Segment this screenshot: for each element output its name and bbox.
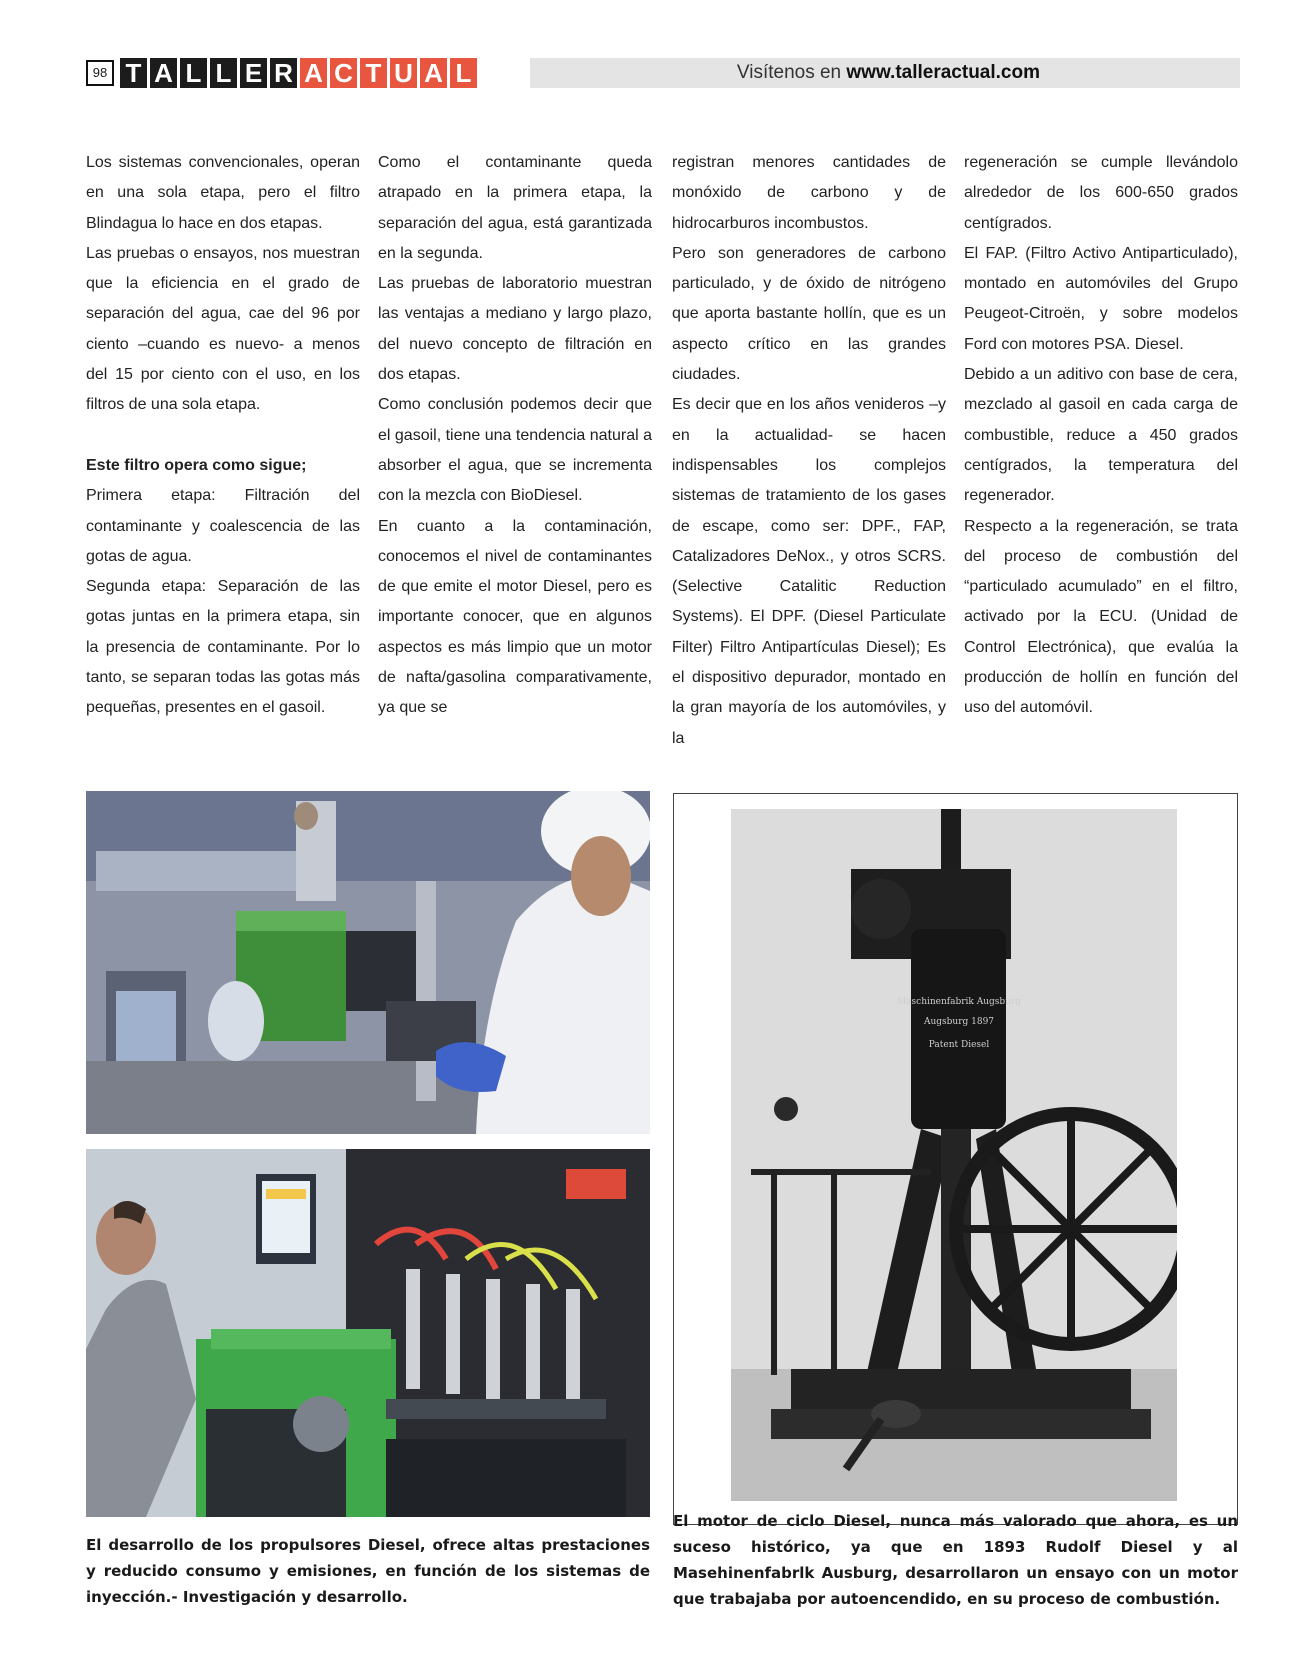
engine-plate-text: Patent Diesel [928, 1040, 990, 1050]
lab-technician-photo [86, 791, 650, 1134]
photo-caption-right: El motor de ciclo Diesel, nunca más valorado que ahora, es un suceso histórico, ya que en 1893 Rudolf Diesel y al Masehinenfabrlk Ausburg, desarrollaron un ensayo con un motor que trabajaba por autoencendido, en su proceso de combustión. [673, 1512, 1238, 1608]
engine-plate-text: Augsburg 1897 [923, 1017, 995, 1027]
logo-letter: L [210, 58, 237, 88]
paragraph: En cuanto a la contaminación, conocemos el nivel de contaminantes de que emite el motor Diesel, pero es importante conocer, que en algunos aspectos es más limpio que un motor de nafta/gasolina comparativamente, ya que se [378, 517, 652, 717]
magazine-logo [120, 58, 477, 88]
injection-test-bench-photo [86, 1149, 650, 1517]
paragraph: Primera etapa: Filtración del contaminante y coalescencia de las gotas de agua. [86, 487, 360, 565]
logo-letter: L [450, 58, 477, 88]
logo-letter: A [300, 58, 327, 88]
paragraph: Las pruebas de laboratorio muestran las ventajas a mediano y largo plazo, del nuevo concepto de filtración en dos etapas. [378, 275, 652, 384]
photo-caption-left: El desarrollo de los propulsores Diesel, ofrece altas prestaciones y reducido consumo y emisiones, en función de los sistemas de inyección.- Investigación y desarrollo. [86, 1536, 650, 1606]
paragraph: regeneración se cumple llevándolo alrededor de los 600-650 grados centígrados. [964, 154, 1238, 232]
logo-letter: R [270, 58, 297, 88]
page-header [86, 58, 1240, 88]
paragraph: Segunda etapa: Separación de las gotas juntas en la primera etapa, sin la presencia de contaminante. Por lo tanto, se separan todas las gotas más pequeñas, presentes en el gasoil. [86, 578, 360, 717]
text-column-4 [964, 148, 1238, 724]
paragraph: Los sistemas convencionales, operan en una sola etapa, pero el filtro Blindagua lo hace en dos etapas. [86, 154, 360, 232]
logo-letter: A [420, 58, 447, 88]
text-column-2 [378, 148, 652, 724]
text-column-3 [672, 148, 946, 754]
diesel-engine-1897-photo [731, 809, 1177, 1501]
paragraph: Como el contaminante queda atrapado en la primera etapa, la separación del agua, está garantizada en la segunda. [378, 154, 652, 262]
logo-letter: C [330, 58, 357, 88]
page-number: 98 [86, 60, 114, 86]
paragraph: Es decir que en los años venideros –y en la actualidad- se hacen indispensables los complejos sistemas de tratamiento de los gases de escape, como ser: DPF., FAP, Catalizadores DeNox., y otros SCRS. (Selective Catalitic Reduction Systems). El DPF. (Diesel Particulate Filter) Filtro Antipartículas Diesel); Es el dispositivo depurador, montado en la gran mayoría de los automóviles, y la [672, 396, 946, 747]
paragraph: Las pruebas o ensayos, nos muestran que la eficiencia en el grado de separación del agua, cae del 96 por ciento –cuando es nuevo- a menos del 15 por ciento con el uso, en los filtros de una sola etapa. [86, 244, 360, 414]
logo-letter: T [360, 58, 387, 88]
website-banner [530, 58, 1240, 88]
diesel-engine-illustration [731, 809, 1177, 1501]
visit-prefix: Visítenos en [736, 62, 847, 83]
section-heading: Este filtro opera como sigue; [86, 456, 307, 474]
engine-plate-text: Maschinenfabrik Augsburg [896, 997, 1022, 1007]
paragraph: Como conclusión podemos decir que el gasoil, tiene una tendencia natural a absorber el agua, que se incrementa con la mezcla con BioDiesel. [378, 396, 652, 505]
paragraph: El FAP. (Filtro Activo Antiparticulado), montado en automóviles del Grupo Peugeot-Citroën, y sobre modelos Ford con motores PSA. Diesel. [964, 244, 1238, 353]
website-link[interactable]: www.talleractual.com [846, 62, 1040, 83]
test-bench-illustration [86, 1149, 650, 1517]
logo-letter: U [390, 58, 417, 88]
text-column-1 [86, 148, 360, 724]
engine-photo-frame [673, 793, 1238, 1525]
lab-scene-illustration [86, 791, 650, 1134]
paragraph: registran menores cantidades de monóxido de carbono y de hidrocarburos incombustos. [672, 154, 946, 232]
logo-letter: T [120, 58, 147, 88]
logo-letter: A [150, 58, 177, 88]
paragraph: Debido a un aditivo con base de cera, mezclado al gasoil en cada carga de combustible, reduce a 450 grados centígrados, la temperatura del regenerador. [964, 366, 1238, 505]
paragraph: Pero son generadores de carbono particulado, y de óxido de nitrógeno que aporta bastante hollín, que es un aspecto crítico en las grandes ciudades. [672, 244, 946, 384]
logo-letter: E [240, 58, 267, 88]
logo-letter: L [180, 58, 207, 88]
paragraph: Respecto a la regeneración, se trata del proceso de combustión del “particulado acumulado” en el filtro, activado por la ECU. (Unidad de Control Electrónica), que evalúa la producción de hollín en función del uso del automóvil. [964, 517, 1238, 717]
